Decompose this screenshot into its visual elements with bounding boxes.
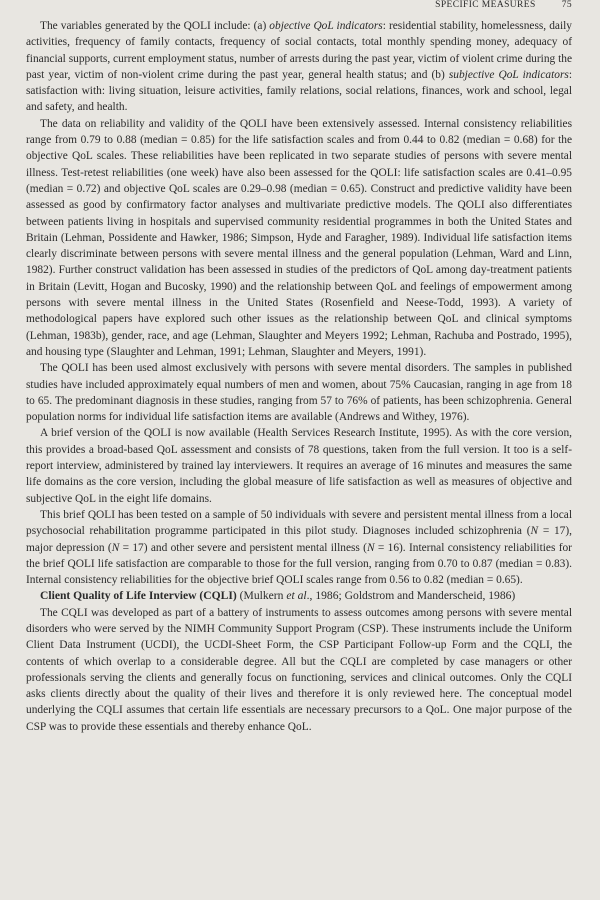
paragraph-text: A brief version of the QOLI is now available (Health Services Research Institute, 1995). As with the core version, this provides a broad-based QoL assessment and consists of 78 questions, taken from the full version. It too is a self-report interview, administered by trained lay interviewers. It requires an average of 16 minutes and measures the same life domains as the core version, including the global measure of life satisfaction as well as measures of objective and subjective QoL in the eight life domains. xyxy=(26,427,572,505)
paragraph-text: = 16). Internal consistency reliabilities for the brief QOLI life satisfaction are comparable to those for the full version, ranging from 0.70 to 0.87 (median = 0.83). Internal consistency reliabilities for the objective brief QOLI scales range from 0.56 to 0.82 (median = 0.65). xyxy=(26,541,572,587)
italic-text: subjective QoL indicators xyxy=(448,68,569,81)
paragraph xyxy=(26,116,572,360)
paragraph-text: The CQLI was developed as part of a battery of instruments to assess outcomes among persons with severe mental disorders who were served by the NIMH Community Support Program (CSP). These instruments include the Uniform Client Data Instrument (UCDI), the UCDI-Sheet Form, the CSP Participant Follow-up Form and the CQLI, the contents of which overlap to a considerable degree. All but the CQLI are completed by case managers or other professionals serving the clients and generally focus on functioning, services and clinical outcomes. Only the CQLI asks clients directly about the quality of their lives and therefore it is only reviewed here. The conceptual model underlying the CQLI assumes that certain life essentials are necessary precursors to a QoL. One major purpose of the CSP was to provide these essentials and thereby enhance QoL. xyxy=(26,606,572,733)
paragraph-text: = 17) and other severe and persistent mental illness ( xyxy=(119,541,367,554)
paragraphs-after-heading xyxy=(26,605,572,735)
paragraph-text: : residential stability, homelessness, daily activities, frequency of family contacts, frequency of social contacts, total monthly spending money, adequacy of financial supports, current employment status, number of arrests during the past year, victim of violent crime during the past year, victim of non-violent crime during the past year, general health status; and (b) xyxy=(26,20,572,81)
paragraph xyxy=(26,360,572,425)
section-heading-citation-a: (Mulkern xyxy=(236,589,287,603)
paragraph xyxy=(26,18,572,116)
paragraph-text: The data on reliability and validity of the QOLI have been extensively assessed. Internal consistency reliabilities range from 0.79 to 0.88 (median = 0.85) for the life satisfaction scales and from 0.44 to 0.82 (median = 0.68) for the objective QoL scales. These reliabilities have been replicated in two separate studies of persons with severe mental illness. Test-retest reliabilities (one week) have also been assessed for the QOLI: life satisfaction scales are 0.41–0.95 (median = 0.72) and objective QoL scales are 0.29–0.98 (median = 0.65). Construct and predictive validity have been assessed as good by confirmatory factor analyses and multivariate predictive models. The QOLI also differentiates between patients living in hospitals and supervised community residential programmes in both the United States and Britain (Lehman, Possidente and Hawker, 1986; Simpson, Hyde and Faragher, 1989). Individual life satisfaction items clearly discriminate between persons with severe mental illness and the general population (Lehman, Ward and Linn, 1982). Further construct validation has been assessed in studies of the predictors of QoL among day-treatment patients in Britain (Levitt, Hogan and Bucosky, 1990) and the relationship between QoL and feelings of empowerment among persons with severe mental illness in the United States (Rosenfield and Neese-Todd, 1993). A variety of methodological papers have explored such other issues as the relationship between QoL and clinical symptoms (Lehman, 1983b), gender, race, and age (Lehman, Slaughter and Meyers 1992; Lehman, Rachuba and Postrado, 1995), and housing type (Slaughter and Lehman, 1991; Lehman, Slaughter and Meyers, 1991). xyxy=(26,117,572,358)
paragraph-text: The variables generated by the QOLI include: (a) xyxy=(40,20,270,32)
paragraph-text: = 17), major depression ( xyxy=(26,525,573,554)
italic-text: N xyxy=(111,541,120,554)
paragraphs-before-heading xyxy=(26,18,572,588)
italic-text: N xyxy=(530,525,539,538)
section-heading-citation-b: ., 1986; Goldstrom and Manderscheid, 1986) xyxy=(306,589,516,603)
italic-text: objective QoL indicators xyxy=(269,20,383,32)
running-head-section: SPECIFIC MEASURES xyxy=(435,0,536,10)
section-heading-title: Client Quality of Life Interview (CQLI) xyxy=(40,589,237,603)
page-number: 75 xyxy=(561,0,572,10)
running-head xyxy=(435,0,572,10)
italic-text: N xyxy=(366,541,375,554)
section-heading xyxy=(26,588,572,604)
paragraph-text: The QOLI has been used almost exclusively with persons with severe mental disorders. The samples in published studies have included approximately equal numbers of men and women, about 75% Caucasian, ranging in age from 18 to 65. The predominant diagnosis in these studies, ranging from 57 to 76% of patients, has been schizophrenia. General population norms for individual life satisfaction items are available (Andrews and Withey, 1976). xyxy=(26,362,572,424)
paragraph xyxy=(26,425,572,506)
paragraph xyxy=(26,507,572,588)
paragraph-text: This brief QOLI has been tested on a sample of 50 individuals with severe and persistent mental illness from a local psychosocial rehabilitation programme participated in this pilot study. Diagnoses included schizophrenia ( xyxy=(26,508,572,538)
paragraph xyxy=(26,605,572,735)
section-heading-etal: et al xyxy=(286,589,307,603)
paragraph-text: : satisfaction with: living situation, leisure activities, family relations, social relations, finances, work and school, legal and safety, and health. xyxy=(26,68,572,114)
body-text xyxy=(26,0,572,735)
